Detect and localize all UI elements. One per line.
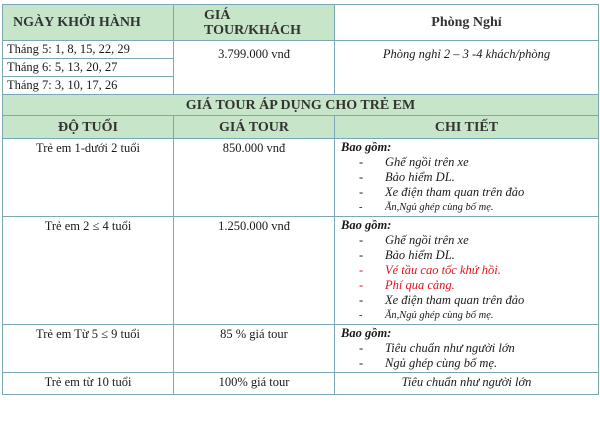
header-age: ĐỘ TUỔI (3, 116, 174, 139)
age-cell: Trẻ em từ 10 tuổi (3, 373, 174, 395)
tour-price-table-container (2, 4, 598, 395)
top-cropped-text (232, 0, 352, 5)
detail-cell (335, 325, 599, 373)
room-note: Phòng nghỉ 2 – 3 -4 khách/phòng (335, 41, 599, 95)
age-cell: Trẻ em 1-dưới 2 tuổi (3, 139, 174, 217)
includes-list (341, 341, 592, 371)
header-departure: NGÀY KHỞI HÀNH (3, 5, 174, 41)
list-item: - Ghế ngồi trên xe (359, 233, 592, 248)
child-row-4 (3, 373, 599, 395)
date-june: Tháng 6: 5, 13, 20, 27 (3, 59, 174, 77)
price-cell: 85 % giá tour (174, 325, 335, 373)
header-price: GIÁ TOUR/KHÁCH (174, 5, 335, 41)
detail-cell (335, 139, 599, 217)
list-item: - Ghế ngồi trên xe (359, 155, 592, 170)
list-item: - Vé tầu cao tốc khứ hồi. (359, 263, 592, 278)
list-item: - Ngủ ghép cùng bố mẹ. (359, 356, 592, 371)
includes-label: Bao gồm: (341, 218, 392, 232)
child-row-3 (3, 325, 599, 373)
age-cell: Trẻ em 2 ≤ 4 tuổi (3, 217, 174, 325)
price-cell: 850.000 vnđ (174, 139, 335, 217)
children-section-title: GIÁ TOUR ÁP DỤNG CHO TRẺ EM (3, 95, 599, 116)
tour-price-table (2, 4, 599, 395)
list-item: - Xe điện tham quan trên đảo (359, 293, 592, 308)
header-child-price: GIÁ TOUR (174, 116, 335, 139)
list-item: - Bảo hiểm DL. (359, 248, 592, 263)
list-item: - Phí qua cảng. (359, 278, 592, 293)
includes-label: Bao gồm: (341, 326, 392, 340)
main-header-row (3, 5, 599, 41)
includes-list (341, 155, 592, 215)
children-section-title-row (3, 95, 599, 116)
adult-price: 3.799.000 vnđ (174, 41, 335, 95)
header-room: Phòng Nghỉ (335, 5, 599, 41)
header-detail: CHI TIẾT (335, 116, 599, 139)
date-july: Tháng 7: 3, 10, 17, 26 (3, 77, 174, 95)
detail-cell: Tiêu chuẩn như người lớn (335, 373, 599, 395)
list-item: - Ăn,Ngủ ghép cùng bố mẹ. (359, 200, 592, 215)
includes-label: Bao gồm: (341, 140, 392, 154)
list-item: - Xe điện tham quan trên đảo (359, 185, 592, 200)
includes-list (341, 233, 592, 323)
list-item: - Bảo hiểm DL. (359, 170, 592, 185)
child-row-2 (3, 217, 599, 325)
list-item: - Ăn,Ngủ ghép cùng bố mẹ. (359, 308, 592, 323)
list-item: - Tiêu chuẩn như người lớn (359, 341, 592, 356)
price-cell: 100% giá tour (174, 373, 335, 395)
children-header-row (3, 116, 599, 139)
detail-cell (335, 217, 599, 325)
date-may: Tháng 5: 1, 8, 15, 22, 29 (3, 41, 174, 59)
child-row-1 (3, 139, 599, 217)
price-cell: 1.250.000 vnđ (174, 217, 335, 325)
age-cell: Trẻ em Từ 5 ≤ 9 tuổi (3, 325, 174, 373)
date-row (3, 41, 599, 59)
